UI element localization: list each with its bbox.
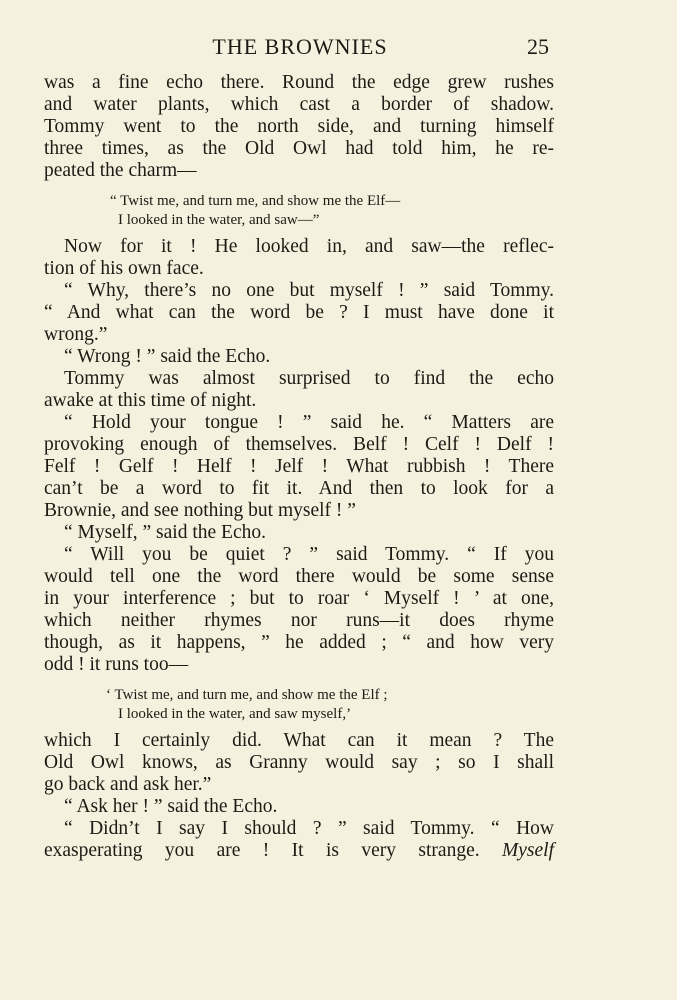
text-span: exasperating you are ! It is very strange.	[44, 840, 480, 861]
text-line: Old Owl knows, as Granny would say ; so I shall	[44, 752, 554, 773]
text-line: Felf ! Gelf ! Helf ! Jelf ! What rubbish ! There	[44, 456, 554, 477]
text-line: “ Didn’t I say I should ? ” said Tommy. “ How	[64, 818, 554, 839]
text-line: wrong.”	[44, 324, 108, 345]
text-line: Tommy was almost surprised to find the echo	[64, 368, 554, 389]
text-line: though, as it happens, ” he added ; “ and how very	[44, 632, 554, 653]
text-line: and water plants, which cast a border of shadow.	[44, 94, 554, 115]
text-line: “ Wrong ! ” said the Echo.	[64, 346, 271, 367]
page-number: 25	[527, 34, 549, 59]
verse-block	[44, 686, 554, 724]
text-line: three times, as the Old Owl had told him, he re-	[44, 138, 554, 159]
text-line: Brownie, and see nothing but myself ! ”	[44, 500, 356, 521]
text-line-last	[44, 840, 554, 862]
text-line: “ And what can the word be ? I must have done it	[44, 302, 554, 323]
text-line: was a fine echo there. Round the edge grew rushes	[44, 72, 554, 93]
text-line: odd ! it runs too—	[44, 654, 189, 675]
text-line: go back and ask her.”	[44, 774, 212, 795]
verse-line: “ Twist me, and turn me, and show me the Elf—	[110, 193, 401, 209]
text-line: in your interference ; but to roar ‘ Myself ! ’ at one,	[44, 588, 554, 609]
text-line: “ Ask her ! ” said the Echo.	[64, 796, 278, 817]
text-line: Now for it ! He looked in, and saw—the reflec-	[64, 236, 554, 257]
text-line: provoking enough of themselves. Belf ! Celf ! Delf !	[44, 434, 554, 455]
text-line: can’t be a word to fit it. And then to look for a	[44, 478, 554, 499]
text-line: which neither rhymes nor runs—it does rhyme	[44, 610, 554, 631]
verse-line: ‘ Twist me, and turn me, and show me the Elf ;	[106, 687, 388, 703]
body-text	[44, 72, 554, 862]
text-line: would tell one the word there would be some sense	[44, 566, 554, 587]
text-line: awake at this time of night.	[44, 390, 257, 411]
verse-block	[44, 192, 554, 230]
running-head	[0, 30, 677, 66]
verse-line: I looked in the water, and saw myself,’	[118, 706, 352, 722]
text-line: tion of his own face.	[44, 258, 204, 279]
text-line: which I certainly did. What can it mean ? The	[44, 730, 554, 751]
text-line: peated the charm—	[44, 160, 197, 181]
text-line: “ Myself, ” said the Echo.	[64, 522, 266, 543]
text-line: “ Will you be quiet ? ” said Tommy. “ If you	[64, 544, 554, 565]
running-title: THE BROWNIES	[212, 34, 388, 59]
text-line: “ Hold your tongue ! ” said he. “ Matters are	[64, 412, 554, 433]
text-line: Tommy went to the north side, and turning himself	[44, 116, 554, 137]
verse-line: I looked in the water, and saw—”	[118, 212, 320, 228]
italic-word: Myself	[502, 840, 555, 861]
text-line: “ Why, there’s no one but myself ! ” said Tommy.	[64, 280, 554, 301]
